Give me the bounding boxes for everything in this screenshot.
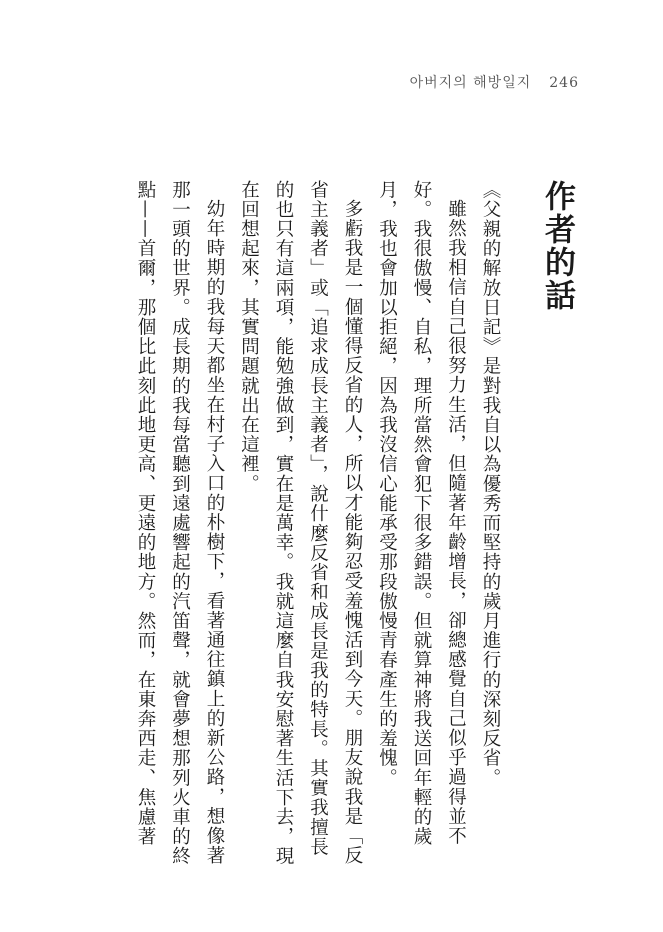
paragraph-4: 幼年時期的我每天都坐在村子入口的朴樹下，看著通往鎮上的新公路，想像著那一頭的世界。成長期的我每當聽到遠處響起的汽笛聲，就會夢想那列火車的終點——首爾，那個比此刻此地更高、更遠的地方。然而，在東奔西走、焦慮著: [135, 180, 225, 866]
paragraph-3: 多虧我是一個懂得反省的人，所以才能夠忍受羞愧活到今天。朋友說我是「反省主義者」或「追求成長主義者」，說什麼反省和成長是我的特長。其實我擅長的也只有這兩項，能勉強做到，實在是萬幸。我就這麼自我安慰著生活下去，現在回想起來，其實問題就出在這裡。: [238, 180, 363, 866]
running-header: [410, 72, 579, 92]
page-number: 246: [549, 75, 579, 91]
chapter-title: 作者的話: [539, 180, 575, 312]
paragraph-2: 雖然我相信自己很努力生活，但隨著年齡增長，卻總感覺自己似乎過得並不好。我很傲慢、自私，理所當然會犯下很多錯誤。但就算神將我送回年輕的歲月，我也會加以拒絕，因為我沒信心能承受那段傲慢青春產生的羞愧。: [376, 180, 467, 847]
page-body: [128, 180, 586, 870]
book-title: 아버지의 해방일지: [409, 75, 532, 91]
paragraph-1: 《父親的解放日記》是對我自以為優秀而堅持的歲月進行的深刻反省。: [480, 180, 501, 788]
